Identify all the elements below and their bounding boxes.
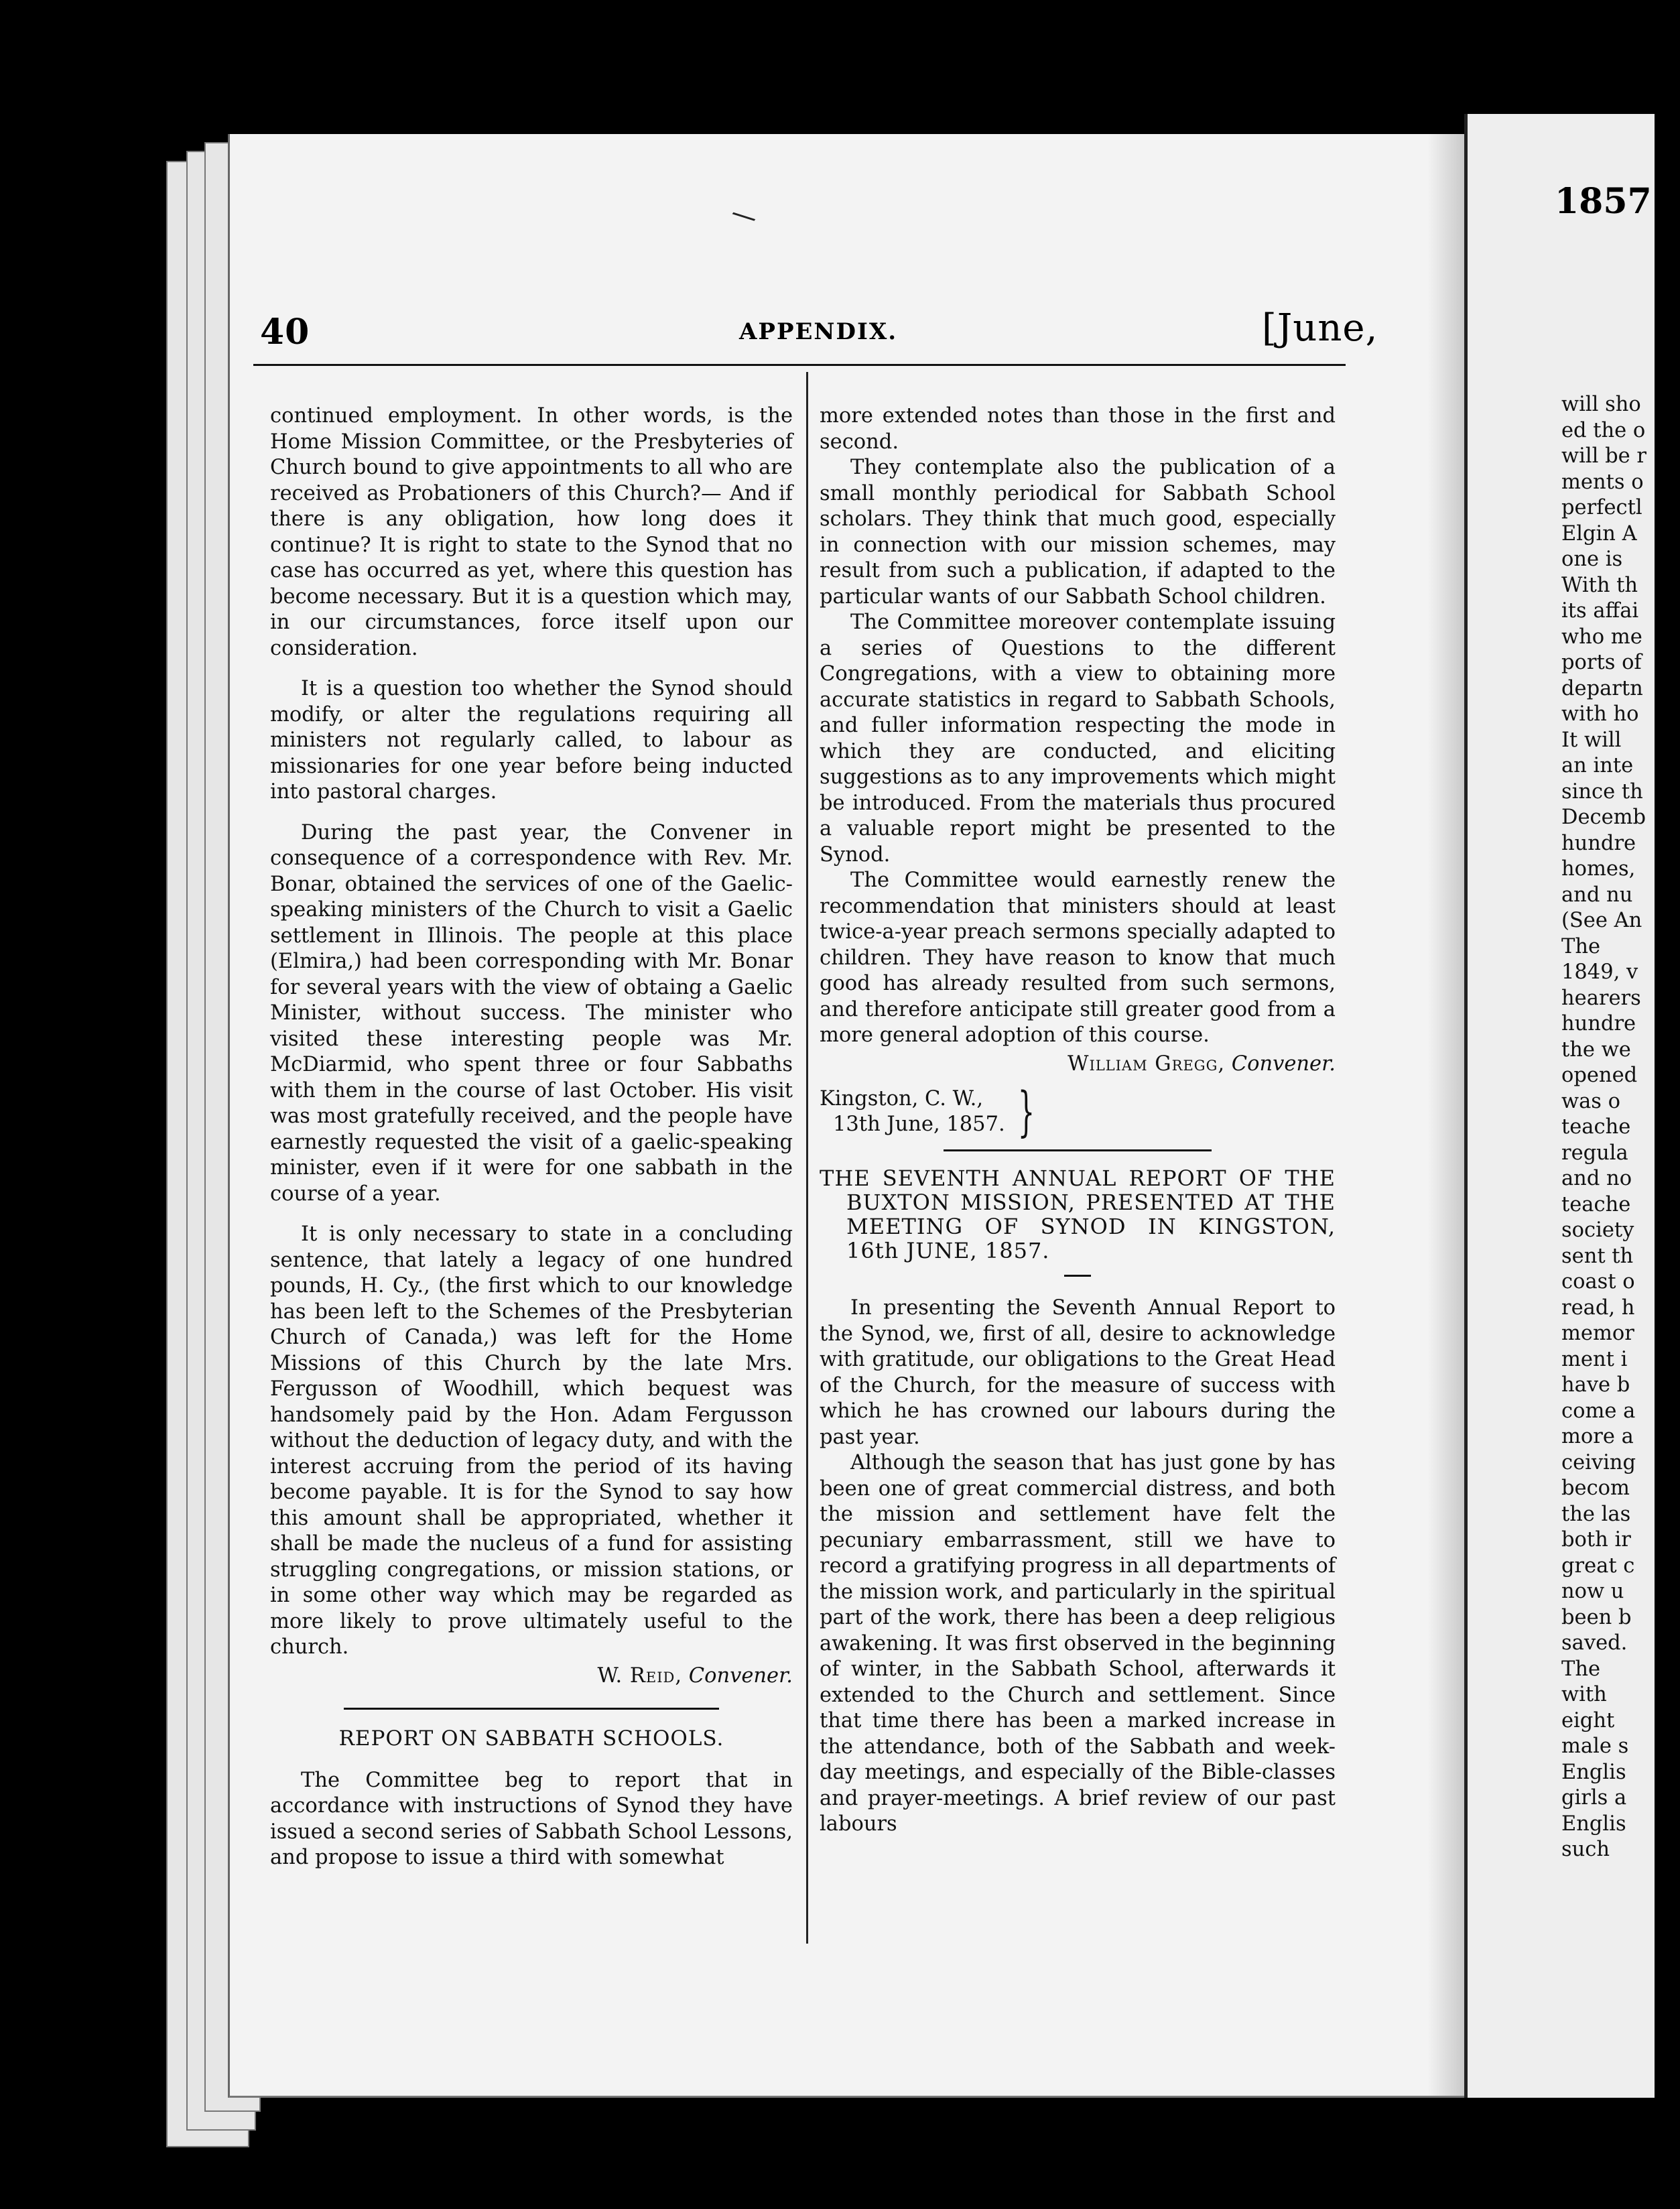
facing-page-line: its affai xyxy=(1561,599,1639,623)
right-column xyxy=(820,403,1336,1838)
paragraph: The Committee moreover contemplate issuing a series of Questions to the different Congregations, with a view to obtaining more accurate statistics in regard to Sabbath Schools, and fuller information respecting the mode in which they are conducted, and eliciting suggestions as to any improvements which might be introduced. From the materials thus procured a valuable report might be presented to the Synod. xyxy=(820,611,1336,867)
facing-page-line: now u xyxy=(1561,1580,1624,1603)
facing-page-line: girls a xyxy=(1561,1786,1627,1810)
section-rule xyxy=(344,1708,719,1710)
header-rule xyxy=(253,364,1346,366)
facing-page-line: the las xyxy=(1561,1502,1631,1526)
facing-page-line: an inte xyxy=(1561,754,1634,777)
facing-page-line: With th xyxy=(1561,573,1638,597)
facing-page-header: 1857.] xyxy=(1555,181,1680,222)
facing-page-line: It will xyxy=(1561,728,1622,752)
facing-page-line: hundre xyxy=(1561,1012,1636,1035)
facing-page-line: more a xyxy=(1561,1425,1634,1448)
facing-page-line: ments o xyxy=(1561,470,1644,494)
facing-page-line: was o xyxy=(1561,1089,1621,1113)
section-heading: REPORT ON SABBATH SCHOOLS. xyxy=(338,1726,724,1751)
facing-page-line: ed the o xyxy=(1561,418,1646,442)
facing-page-line: (See An xyxy=(1561,909,1642,932)
running-title: APPENDIX. xyxy=(739,318,898,345)
paragraph: more extended notes than those in the first and second. xyxy=(820,404,1336,454)
facing-page-line: hundre xyxy=(1561,831,1636,855)
section-rule xyxy=(944,1149,1212,1151)
facing-page-line: Elgin A xyxy=(1561,521,1637,546)
facing-page-line: have b xyxy=(1561,1373,1630,1397)
short-rule xyxy=(1064,1275,1091,1277)
facing-page-line: regula xyxy=(1561,1141,1628,1165)
column-divider xyxy=(806,372,808,1944)
facing-page-line: such xyxy=(1561,1838,1610,1861)
signature-name: William Gregg, xyxy=(1068,1052,1226,1076)
facing-page-line: read, h xyxy=(1561,1296,1635,1320)
facing-page-line: ceiving xyxy=(1561,1450,1636,1474)
facing-page-line: Englis xyxy=(1561,1760,1626,1784)
header-month: [June, xyxy=(1262,306,1378,350)
paragraph: It is only necessary to state in a concluding sentence, that lately a legacy of one hundred pounds, H. Cy., (the first which to our knowledge has been left to the Schemes of the Presbyterian Church of Canada,) was left for the Home Missions of this Church by the late Mrs. Fergusson of Woodhill, which bequest was handsomely paid by the Hon. Adam Fergusson without the deduction of legacy duty, and with the interest accruing from the period of its having become payable. It is for the Synod to say how this amount shall be appropriated, whether it shall be made the nucleus of a fund for assisting struggling congregations, or mission stations, or in some other way which may be regarded as more likely to prove ultimately useful to the church. xyxy=(270,1222,793,1659)
facing-page-line: male s xyxy=(1561,1734,1629,1758)
facing-page-line: been b xyxy=(1561,1605,1632,1629)
facing-page-line: becom xyxy=(1561,1476,1630,1500)
facing-page-line: come a xyxy=(1561,1399,1636,1423)
place-date xyxy=(820,1080,1336,1143)
signature xyxy=(820,1052,1336,1078)
facing-page-line: teache xyxy=(1561,1192,1631,1216)
signature-name: W. Reid, xyxy=(597,1663,683,1688)
section-heading: THE SEVENTH ANNUAL REPORT OF THE BUXTON MISSION, PRESENTED AT THE MEETING OF SYNOD IN KINGSTON, 16th JUNE, 1857. xyxy=(820,1165,1336,1263)
paragraph: They contemplate also the publication of a small monthly periodical for Sabbath School scholars. They think that much good, especially in connection with our mission schemes, may result from such a publication, if adapted to the particular wants of our Sabbath School children. xyxy=(820,456,1336,609)
facing-page-line: memor xyxy=(1561,1322,1634,1345)
facing-page-line: both ir xyxy=(1561,1528,1631,1552)
paragraph: During the past year, the Convener in consequence of a correspondence with Rev. Mr. Bonar, obtained the services of one of the Gaelic-speaking ministers of the Church to visit a Gaelic settlement in Illinois. The people at this place (Elmira,) had been corresponding with Mr. Bonar for several years with the view of obtaing a Gaelic Minister, without success. The minister who visited these interesting people was Mr. McDiarmid, who spent three or four Sabbaths with them in the course of last October. His visit was most gratefully received, and the people have earnestly requested the visit of a gaelic-speaking minister, even if it were for one sabbath in the course of a year. xyxy=(270,820,793,1206)
facing-page-line: sent th xyxy=(1561,1244,1634,1268)
facing-page-line: with ho xyxy=(1561,702,1639,726)
facing-page-line: departn xyxy=(1561,676,1643,700)
facing-page-line: teache xyxy=(1561,1115,1631,1139)
page-number: 40 xyxy=(260,312,310,353)
facing-page-line: and nu xyxy=(1561,883,1633,907)
brace-symbol: } xyxy=(1017,1080,1035,1143)
facing-page-line: will sho xyxy=(1561,393,1641,416)
page-header xyxy=(230,306,1476,385)
facing-page-line: who me xyxy=(1561,625,1642,649)
facing-page-line: since th xyxy=(1561,779,1643,804)
place-line: Kingston, C. W., xyxy=(820,1087,984,1111)
facing-page-line: the we xyxy=(1561,1037,1631,1062)
signature-title: Convener. xyxy=(688,1663,793,1688)
facing-page-line: ment i xyxy=(1561,1347,1628,1371)
left-column xyxy=(270,403,793,1871)
facing-page-line: The xyxy=(1561,934,1601,958)
book-page-right xyxy=(1464,114,1680,2098)
paragraph: It is a question too whether the Synod should modify, or alter the regulations requiring all ministers not regularly called, to labour as missionaries for one year before being inducted into pastoral charges. xyxy=(270,677,793,804)
paragraph: The Committee beg to report that in accordance with instructions of Synod they have issued a second series of Sabbath School Lessons, and propose to issue a third with somewhat xyxy=(270,1768,793,1869)
facing-page-line: eight xyxy=(1561,1708,1615,1732)
facing-page-text xyxy=(1468,392,1646,1863)
paragraph: continued employment. In other words, is the Home Mission Committee, or the Presbyteries of Church bound to give appointments to all who are received as Probationers of this Church?— And if there is any obligation, how long does it continue? It is right to state to the Synod that no case has occurred as yet, where this question has become necessary. But it is a question which may, in our circumstances, force itself upon our consideration. xyxy=(270,404,793,660)
signature xyxy=(270,1663,793,1690)
facing-page-line: and no xyxy=(1561,1167,1632,1190)
facing-page-line: Decemb xyxy=(1561,806,1646,829)
signature-title: Convener. xyxy=(1231,1052,1336,1076)
facing-page-line: with xyxy=(1561,1683,1607,1706)
book-page-left xyxy=(228,134,1474,2098)
paragraph: The Committee would earnestly renew the recommendation that ministers should at least twice-a-year preach sermons specially adapted to children. They have reason to know that much good has already resulted from such sermons, and therefore anticipate still greater good from a more general adoption of this course. xyxy=(820,869,1336,1047)
pencil-mark: \ xyxy=(728,204,759,229)
facing-page-line: hearers xyxy=(1561,986,1641,1010)
facing-page-line: coast o xyxy=(1561,1270,1635,1293)
facing-page-line: saved. xyxy=(1561,1631,1628,1655)
facing-page-line: homes, xyxy=(1561,857,1636,881)
facing-page-line: The xyxy=(1561,1657,1601,1681)
facing-page-line: one is xyxy=(1561,548,1623,571)
paragraph: In presenting the Seventh Annual Report to the Synod, we, first of all, desire to acknowledge with gratitude, our obligations to the Great Head of the Church, for the measure of success with which he has crowned our labours during the past year. xyxy=(820,1296,1336,1449)
facing-page-line: Englis xyxy=(1561,1812,1626,1836)
facing-page-line: will be r xyxy=(1561,444,1646,468)
facing-page-line: opened xyxy=(1561,1064,1638,1087)
facing-page-line: 1849, v xyxy=(1561,960,1638,984)
facing-page-line: society xyxy=(1561,1218,1634,1242)
facing-page-line: perfectl xyxy=(1561,496,1642,519)
paragraph: Although the season that has just gone by has been one of great commercial distress, and both the mission and settlement have felt the pecuniary embarrassment, still we have to record a gratifying progress in all departments of the mission work, and particularly in the spiritual part of the work, there has been a deep religious awakening. It was first observed in the beginning of winter, in the Sabbath School, afterwards it extended to the Church and settlement. Since that time there has been a marked increase in the attendance, both of the Sabbath and week-day meetings, and especially of the Bible-classes and prayer-meetings. A brief review of our past labours xyxy=(820,1451,1336,1836)
date-line: 13th June, 1857. xyxy=(833,1113,1005,1136)
facing-page-line: great c xyxy=(1561,1554,1635,1578)
facing-page-line: ports of xyxy=(1561,651,1642,674)
